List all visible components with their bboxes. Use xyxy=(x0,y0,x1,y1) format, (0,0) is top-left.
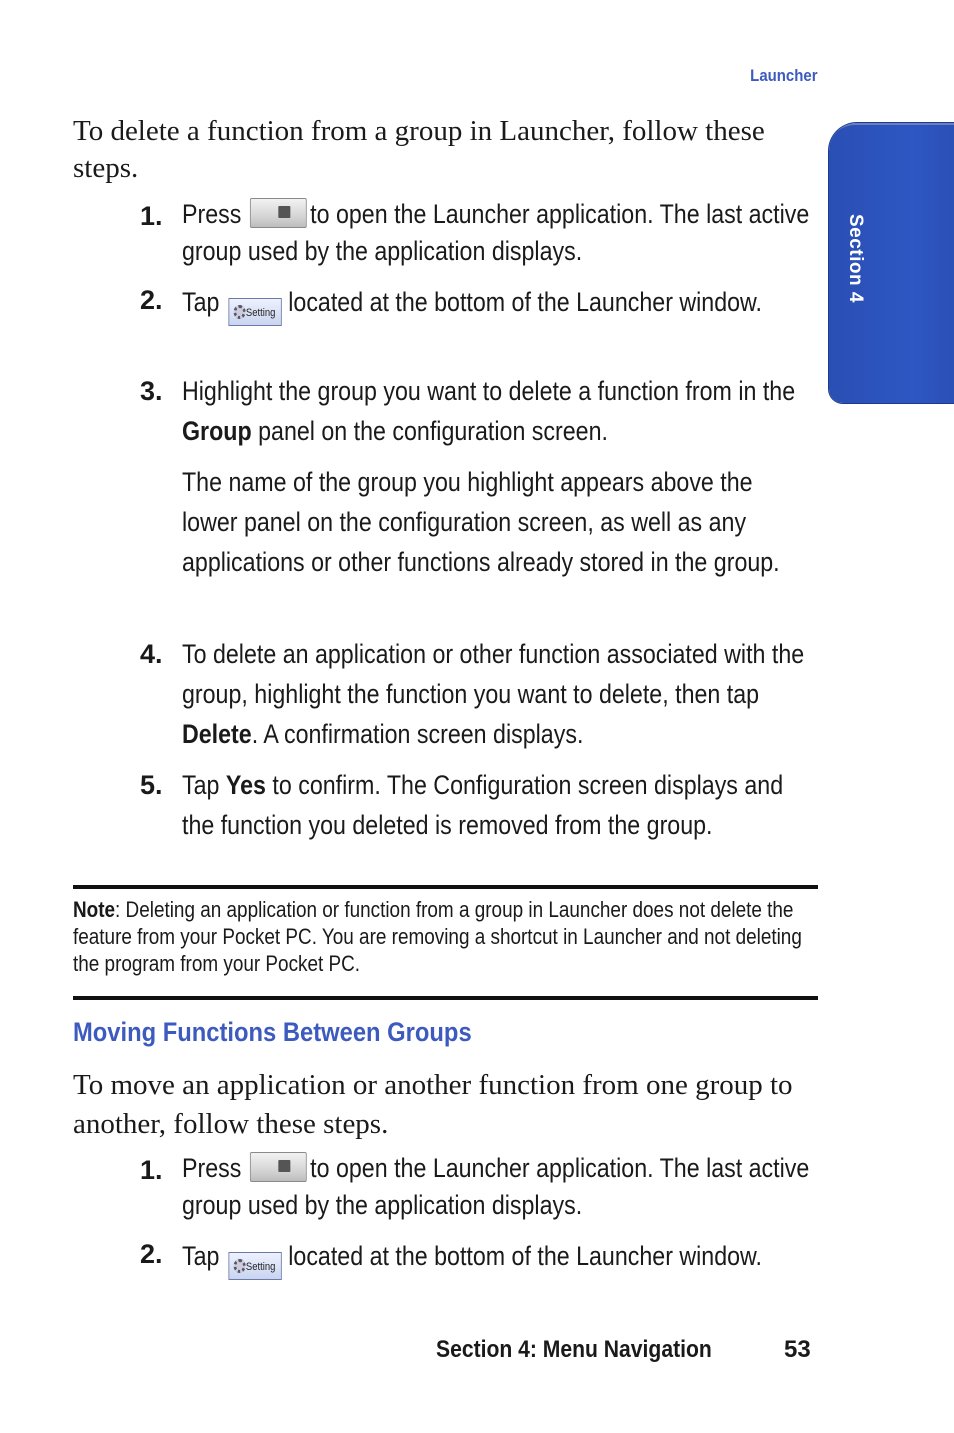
step-number: 3. xyxy=(140,376,163,406)
step-bold-term: Group xyxy=(182,416,252,446)
note-label: Note xyxy=(73,897,116,922)
step-bold-term: Yes xyxy=(225,770,266,800)
note-block xyxy=(73,896,813,977)
footer-section-title: Section 4: Menu Navigation xyxy=(436,1336,712,1363)
step-text-post: . A confirmation screen displays. xyxy=(251,719,584,749)
note-top-rule xyxy=(73,885,818,889)
step-text-pre: Press xyxy=(182,199,242,229)
step-number: 4. xyxy=(140,639,163,669)
step-text-post: located at the bottom of the Launcher window. xyxy=(288,287,763,317)
step-text-pre: Tap xyxy=(182,1241,220,1271)
setting-button-icon xyxy=(228,1252,281,1280)
intro-move-paragraph: To move an application or another function from one group to another, follow these steps. xyxy=(73,1069,793,1140)
step-text-post: located at the bottom of the Launcher window. xyxy=(288,1241,763,1271)
step3-detail-paragraph: The name of the group you highlight appears above the lower panel on the configuration screen, as well as any applications or other functions already stored in the group. xyxy=(182,467,780,577)
step-text-pre: Tap xyxy=(182,287,220,317)
step-text-pre: Highlight the group you want to delete a function from in the xyxy=(182,376,796,406)
gear-icon xyxy=(233,1259,245,1273)
step-number: 5. xyxy=(140,770,163,800)
launcher-button-icon xyxy=(250,198,307,228)
step-text-pre: Press xyxy=(182,1153,242,1183)
step-number: 1. xyxy=(140,1155,163,1185)
setting-icon-label: Setting xyxy=(245,307,276,319)
delete-step-2 xyxy=(140,280,820,326)
delete-step-5 xyxy=(140,765,820,845)
delete-step-3 xyxy=(140,371,820,451)
page-number: 53 xyxy=(784,1336,811,1363)
step-text-pre: To delete an application or other function associated with the group, highlight the function you want to delete, then tap xyxy=(182,639,805,709)
delete-step-4 xyxy=(140,634,820,754)
step-number: 2. xyxy=(140,285,163,315)
step-text-post: to confirm. The Configuration screen displays and the function you deleted is removed from the group. xyxy=(182,770,784,840)
move-step-2 xyxy=(140,1234,820,1280)
delete-step-1 xyxy=(140,196,820,270)
step-text-post: panel on the configuration screen. xyxy=(258,416,608,446)
section-subheading: Moving Functions Between Groups xyxy=(73,1017,472,1047)
note-bottom-rule xyxy=(73,996,818,1000)
step-text-pre: Tap xyxy=(182,770,220,800)
step-number: 1. xyxy=(140,201,163,231)
gear-icon xyxy=(233,305,245,319)
step-number: 2. xyxy=(140,1239,163,1269)
setting-button-icon xyxy=(228,298,281,326)
step-text-post: to open the Launcher application. The last active group used by the application displays. xyxy=(182,1153,810,1220)
move-step-1 xyxy=(140,1150,820,1224)
step-bold-term: Delete xyxy=(182,719,252,749)
setting-icon-label: Setting xyxy=(245,1261,276,1273)
step-text-post: to open the Launcher application. The last active group used by the application displays. xyxy=(182,199,810,266)
note-text: : Deleting an application or function from a group in Launcher does not delete the feature from your Pocket PC. You are removing a shortcut in Launcher and not deleting the program from your Pocket PC. xyxy=(73,897,802,976)
running-header: Launcher xyxy=(750,66,818,85)
launcher-button-icon xyxy=(250,1152,307,1182)
intro-delete-paragraph: To delete a function from a group in Launcher, follow these steps. xyxy=(73,115,765,184)
section-tab-label: Section 4 xyxy=(845,214,866,303)
